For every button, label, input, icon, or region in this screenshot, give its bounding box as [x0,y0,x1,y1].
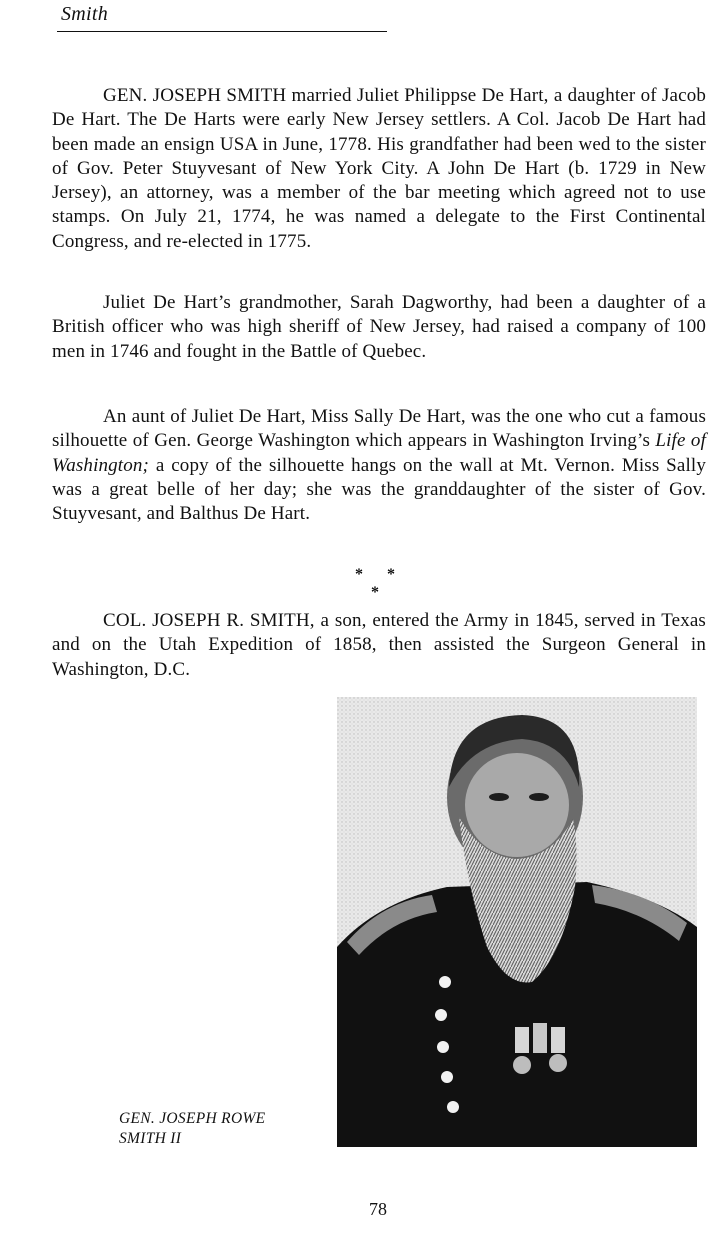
book-title: Life of Washington; [52,430,706,476]
paragraph-text: , a son, entered the Army in 1845, served in Texas and on the Utah Expedition of 1858, then assisted the Surgeon General in Washington, D.C. [52,610,706,680]
portrait-photo [337,697,697,1147]
paragraph-col-joseph-r-smith [52,609,706,682]
paragraph-text: married Juliet Philippse De Hart, a daughter of Jacob De Hart. The De Harts were early New Jersey settlers. A Col. Jacob De Hart had been made an ensign USA in June, 1778. His grandfather had been wed to the sister of Gov. Peter Stuyvesant of New York City. A John De Hart (b. 1729 in New Jersey), an attorney, was a member of the bar meeting which agreed not to use stamps. On July 21, 1774, he was named a delegate to the First Continental Congress, and re-elected in 1775. [52,85,706,252]
photo-caption-line: GEN. JOSEPH ROWE [119,1110,266,1127]
running-head: Smith [61,3,109,25]
page-number: 78 [369,1199,387,1219]
paragraph-text-before: An aunt of Juliet De Hart, Miss Sally De Hart, was the one who cut a famous silhouette of Gen. George Washington which appears in Washington Irving’s [52,406,706,452]
paragraph-juliet-grandmother [52,291,706,364]
photo-caption [119,1109,265,1149]
paragraph-gen-joseph-smith [52,84,706,254]
paragraph-intro: GEN. JOSEPH SMITH [103,85,287,106]
running-head-rule [57,31,387,32]
photo-caption-line: SMITH II [119,1130,182,1147]
paragraph-text: Juliet De Hart’s grandmother, Sarah Dagworthy, had been a daughter of a British officer who was high sheriff of New Jersey, had raised a company of 100 men in 1746 and fought in the Battle of Quebec. [52,292,706,362]
section-separator: * * * [355,566,405,601]
paragraph-text-after: a copy of the silhouette hangs on the wall at Mt. Vernon. Miss Sally was a great belle of her day; she was the granddaughter of the sister of Gov. Stuyvesant, and Balthus De Hart. [52,454,706,525]
paragraph-sally-de-hart [52,405,706,526]
paragraph-intro: COL. JOSEPH R. SMITH [103,610,310,631]
